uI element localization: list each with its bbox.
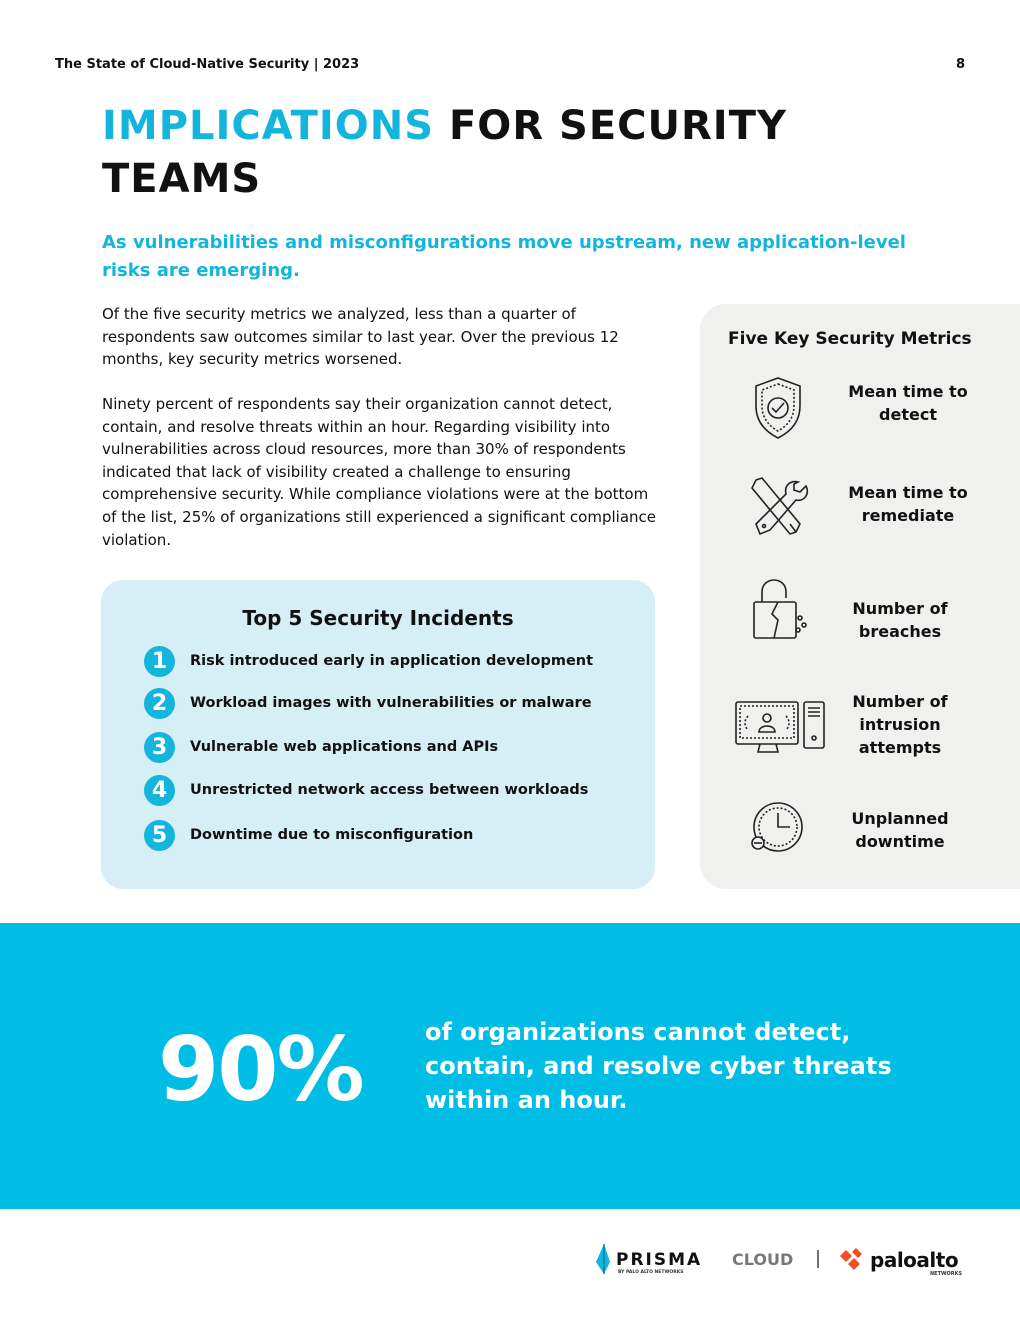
tools-icon bbox=[738, 476, 818, 540]
stat-banner bbox=[0, 923, 1020, 1209]
shield-check-icon bbox=[738, 376, 818, 440]
incident-label: Workload images with vulnerabilities or malware bbox=[190, 695, 592, 711]
paloalto-mark-icon bbox=[840, 1248, 862, 1270]
clock-downtime-icon bbox=[738, 795, 818, 859]
number-badge: 1 bbox=[144, 646, 175, 677]
footer-logos bbox=[590, 1240, 980, 1280]
stat-value: 90% bbox=[158, 1018, 363, 1121]
subtitle: As vulnerabilities and misconfigurations move upstream, new application-level risks are emerging. bbox=[102, 232, 906, 281]
title-accent: IMPLICATIONS bbox=[102, 103, 435, 149]
open-lock-icon bbox=[738, 578, 818, 642]
number-badge: 2 bbox=[144, 688, 175, 719]
footer-logo-graphic bbox=[590, 1240, 980, 1280]
incident-item bbox=[144, 774, 588, 806]
incident-label: Vulnerable web applications and APIs bbox=[190, 739, 499, 755]
body-paragraph: Ninety percent of respondents say their organization cannot detect, contain, and resolve threats within an hour. Regarding visibility into vulnerabilities across cloud resources, more than 30% of respondents indicated that lack of visibility created a challenge to ensuring comprehensive security. While compliance violations were at the bottom of the list, 25% of organizations still experienced a significant compliance violation. bbox=[102, 395, 657, 549]
incidents-title: Top 5 Security Incidents bbox=[242, 606, 514, 630]
page-number: 8 bbox=[955, 57, 965, 72]
monitor-intrusion-icon bbox=[734, 694, 828, 758]
title-rest: FOR SECURITY TEAMS bbox=[102, 103, 787, 202]
metric-label: Mean time to detect bbox=[848, 382, 968, 424]
number-badge: 5 bbox=[144, 820, 175, 851]
paloalto-logo-subtext: NETWORKS bbox=[930, 1271, 963, 1277]
metrics-panel bbox=[700, 304, 1020, 889]
incident-item bbox=[144, 645, 593, 677]
incident-item bbox=[144, 731, 498, 763]
document-title: The State of Cloud-Native Security | 2023 bbox=[55, 57, 360, 72]
cloud-logo-text: CLOUD bbox=[732, 1250, 794, 1269]
incident-label: Risk introduced early in application development bbox=[190, 653, 594, 669]
metric-label: Mean time to remediate bbox=[848, 483, 968, 525]
incident-label: Downtime due to misconfiguration bbox=[190, 827, 474, 843]
incident-label: Unrestricted network access between workloads bbox=[190, 782, 589, 798]
metrics-title: Five Key Security Metrics bbox=[728, 329, 972, 349]
incident-item bbox=[144, 687, 592, 719]
prisma-logo-text: PRISMA bbox=[616, 1250, 703, 1270]
body-paragraph: Of the five security metrics we analyzed, less than a quarter of respondents saw outcomes similar to last year. Over the previous 12 months, key security metrics worsened. bbox=[102, 305, 619, 369]
paloalto-logo-text: paloalto bbox=[870, 1248, 959, 1272]
metric-label: Unplanned downtime bbox=[851, 809, 949, 851]
stat-text: of organizations cannot detect, contain, and resolve cyber threats within an hour. bbox=[425, 1018, 892, 1114]
prisma-logo-subtext: BY PALO ALTO NETWORKS bbox=[618, 1270, 684, 1275]
page-title bbox=[102, 100, 882, 206]
incident-item bbox=[144, 819, 473, 851]
number-badge: 4 bbox=[144, 775, 175, 806]
metric-label: Number of breaches bbox=[852, 599, 948, 641]
number-badge: 3 bbox=[144, 732, 175, 763]
metric-label: Number of intrusion attempts bbox=[852, 692, 948, 757]
incidents-panel bbox=[101, 580, 655, 889]
